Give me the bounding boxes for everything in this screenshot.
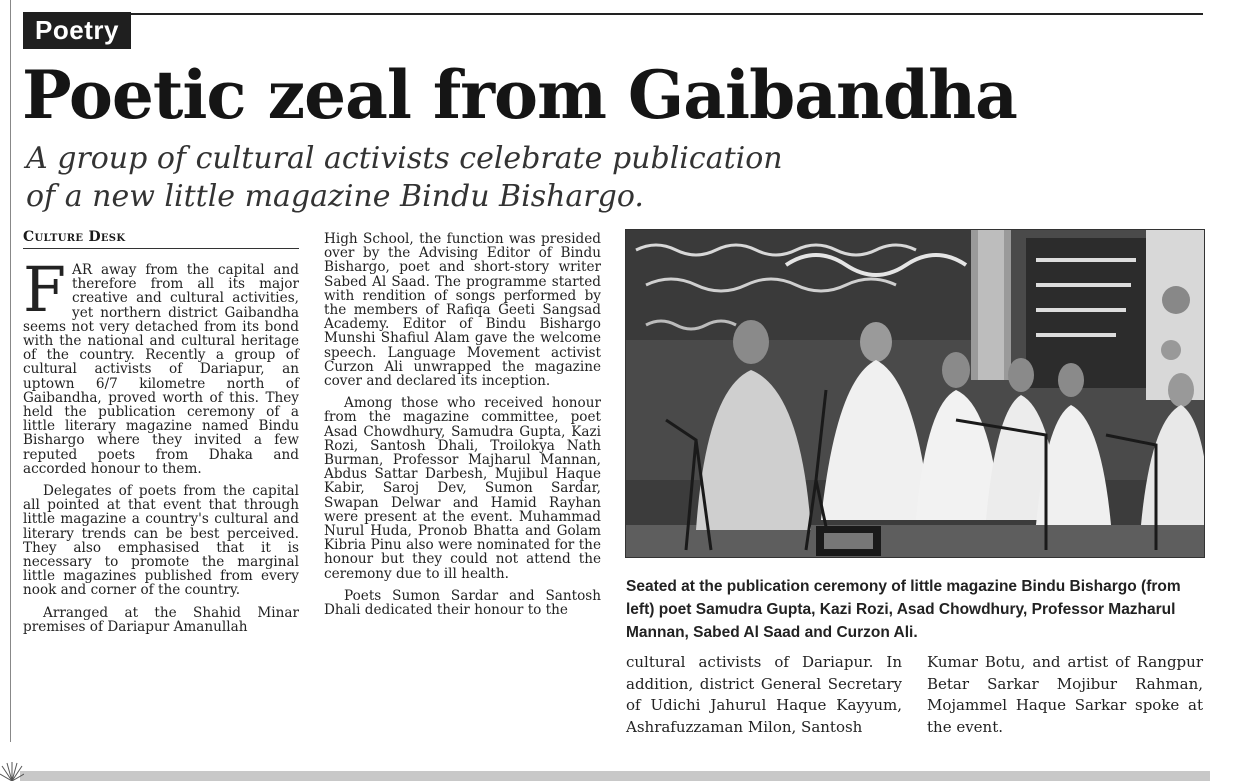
paragraph: Delegates of poets from the capital all pointed at that event that through little magazine a country's cultural and literary trends can be best perceived. They also emphasised that it is necessary to promote the marginal little magazines published from every nook and corner of the country. [23, 483, 299, 599]
paragraph: FAR away from the capital and therefore from all its major creative and cultural activities, yet northern district Gaibandha seems not very detached from its bond with the national and cultural heritage of the country. Recently a group of cultural activists of Dariapur, an uptown 6/7 kilometre north of Gaibandha, proved worth of this. They held the publication ceremony of a little literary magazine named Bindu Bishargo where they invited a few reputed poets from Dhaka and accorded honour to them. [23, 253, 299, 477]
paragraph: High School, the function was presided over by the Advising Editor of Bindu Bishargo, poet and short-story writer Sabed Al Saad. The programme started with rendition of songs performed by the members of Rafiqa Geeti Sangsad Academy. Editor of Bindu Bishargo Munshi Shafiul Alam gave the welcome speech. Language Movement activist Curzon Ali unwrapped the magazine cover and declared its inception. [324, 231, 601, 390]
article-column-3 [626, 652, 902, 746]
article-column-4 [927, 652, 1203, 746]
section-label: Poetry [23, 12, 131, 49]
left-column-rule [10, 0, 11, 742]
byline: Culture Desk [23, 229, 299, 249]
sun-ornament-icon [0, 760, 24, 781]
deck-subheadline: A group of cultural activists celebrate publication of a new little magazine Bindu Bishargo. [26, 141, 783, 214]
top-rule [130, 13, 1203, 15]
photo-caption: Seated at the publication ceremony of little magazine Bindu Bishargo (from left) poet Samudra Gupta, Kazi Rozi, Asad Chowdhury, Professor Mazharul Mannan, Sabed Al Saad and Curzon Ali. [626, 578, 1181, 641]
bottom-bar [20, 771, 1210, 781]
headline: Poetic zeal from Gaibandha [22, 56, 1017, 134]
event-photo [625, 229, 1205, 558]
paragraph: Among those who received honour from the magazine committee, poet Asad Chowdhury, Samudra Gupta, Kazi Rozi, Santosh Dhali, Troilokya Nath Burman, Professor Majharul Mannan, Abdus Sattar Darbesh, Mujibul Haque Kabir, Saroj Dev, Sumon Sardar, Swapan Delwar and Hamid Rayhan were present at the event. Muhammad Nurul Huda, Pronob Bhatta and Golam Kibria Pinu also were nominated for the honour but they could not attend the ceremony due to ill health. [324, 395, 601, 582]
article-column-2 [324, 232, 601, 625]
paragraph: Kumar Botu, and artist of Rangpur Betar Sarkar Mojibur Rahman, Mojammel Haque Sarkar spoke at the event. [927, 653, 1203, 736]
paragraph: Arranged at the Shahid Minar premises of Dariapur Amanullah [23, 604, 299, 635]
paragraph: Poets Sumon Sardar and Santosh Dhali dedicated their honour to the [324, 587, 601, 619]
article-column-1 [23, 253, 299, 642]
drop-cap: F [23, 253, 67, 326]
paragraph: cultural activists of Dariapur. In addition, district General Secretary of Udichi Jahurul Haque Kayyum, Ashrafuzzaman Milon, Santosh [626, 653, 902, 736]
